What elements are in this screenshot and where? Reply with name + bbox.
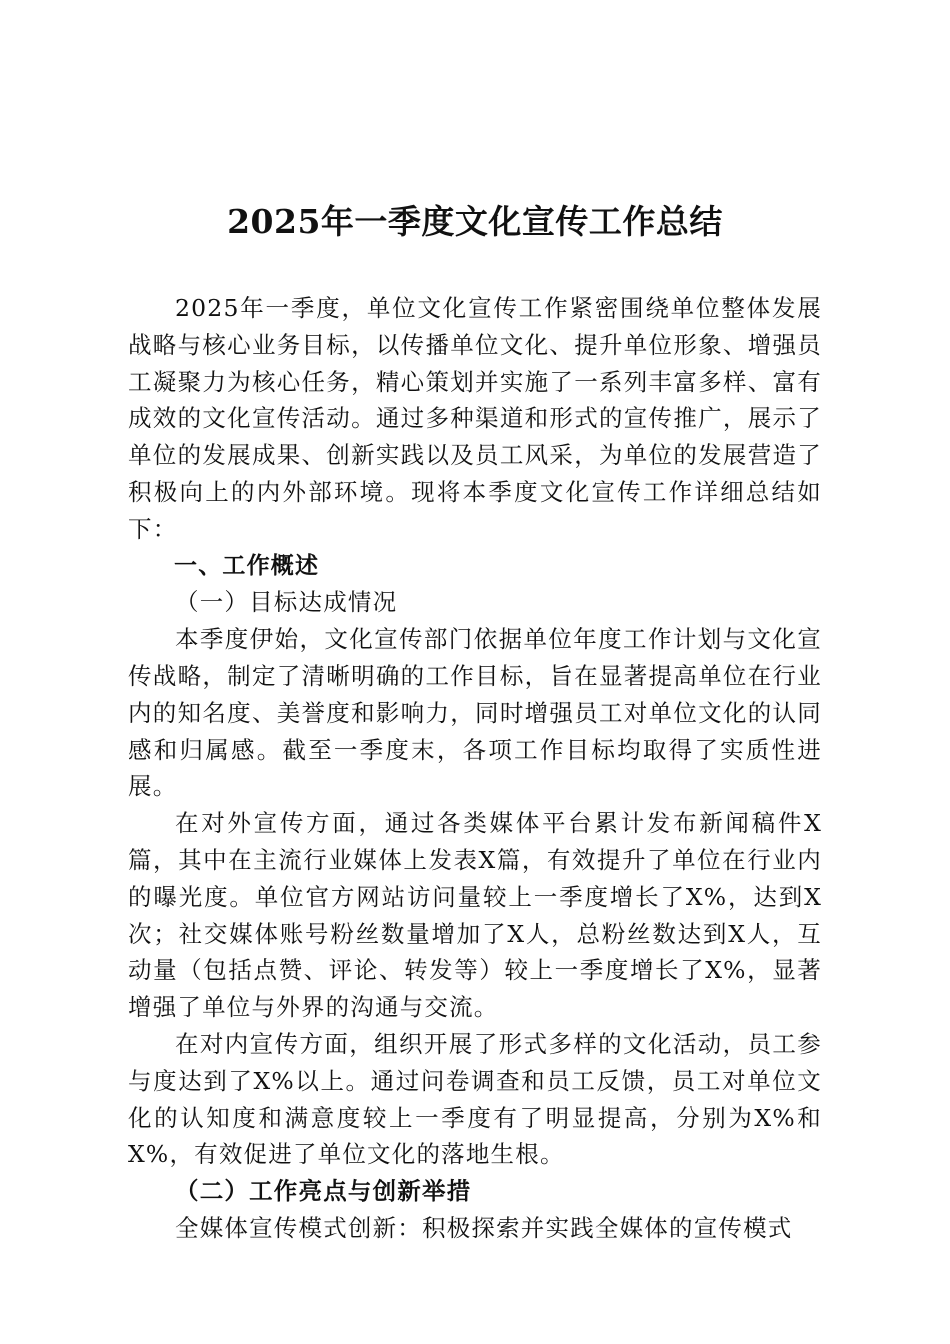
- document-body: [128, 290, 822, 1247]
- internal-publicity-paragraph: 在对内宣传方面，组织开展了形式多样的文化活动，员工参与度达到了X%以上。通过问卷调查和员工反馈，员工对单位文化的认知度和满意度较上一季度有了明显提高，分别为X%和X%，有效促进了单位文化的落地生根。: [128, 1029, 822, 1169]
- section-heading-overview: 一、工作概述: [174, 552, 320, 579]
- intro-paragraph: 2025年一季度，单位文化宣传工作紧密围绕单位整体发展战略与核心业务目标，以传播单位文化、提升单位形象、增强员工凝聚力为核心任务，精心策划并实施了一系列丰富多样、富有成效的文化宣传活动。通过多种渠道和形式的宣传推广，展示了单位的发展成果、创新实践以及员工风采，为单位的发展营造了积极向上的内外部环境。现将本季度文化宣传工作详细总结如下：: [128, 294, 822, 543]
- subsection-heading-goals: （一）目标达成情况: [175, 588, 398, 617]
- document-title: 2025年一季度文化宣传工作总结: [227, 202, 723, 241]
- subsection-heading-highlights: （二）工作亮点与创新举措: [175, 1177, 472, 1206]
- goals-paragraph: 本季度伊始，文化宣传部门依据单位年度工作计划与文化宣传战略，制定了清晰明确的工作目标，旨在显著提高单位在行业内的知名度、美誉度和影响力，同时增强员工对单位文化的认同感和归属感。截至一季度末，各项工作目标均取得了实质性进展。: [128, 625, 822, 801]
- highlights-paragraph: 全媒体宣传模式创新：积极探索并实践全媒体的宣传模式: [175, 1213, 793, 1242]
- external-publicity-paragraph: 在对外宣传方面，通过各类媒体平台累计发布新闻稿件X篇，其中在主流行业媒体上发表X篇，有效提升了单位在行业内的曝光度。单位官方网站访问量较上一季度增长了X%，达到X次；社交媒体账号粉丝数量增加了X人，总粉丝数达到X人，互动量（包括点赞、评论、转发等）较上一季度增长了X%，显著增强了单位与外界的沟通与交流。: [128, 809, 822, 1022]
